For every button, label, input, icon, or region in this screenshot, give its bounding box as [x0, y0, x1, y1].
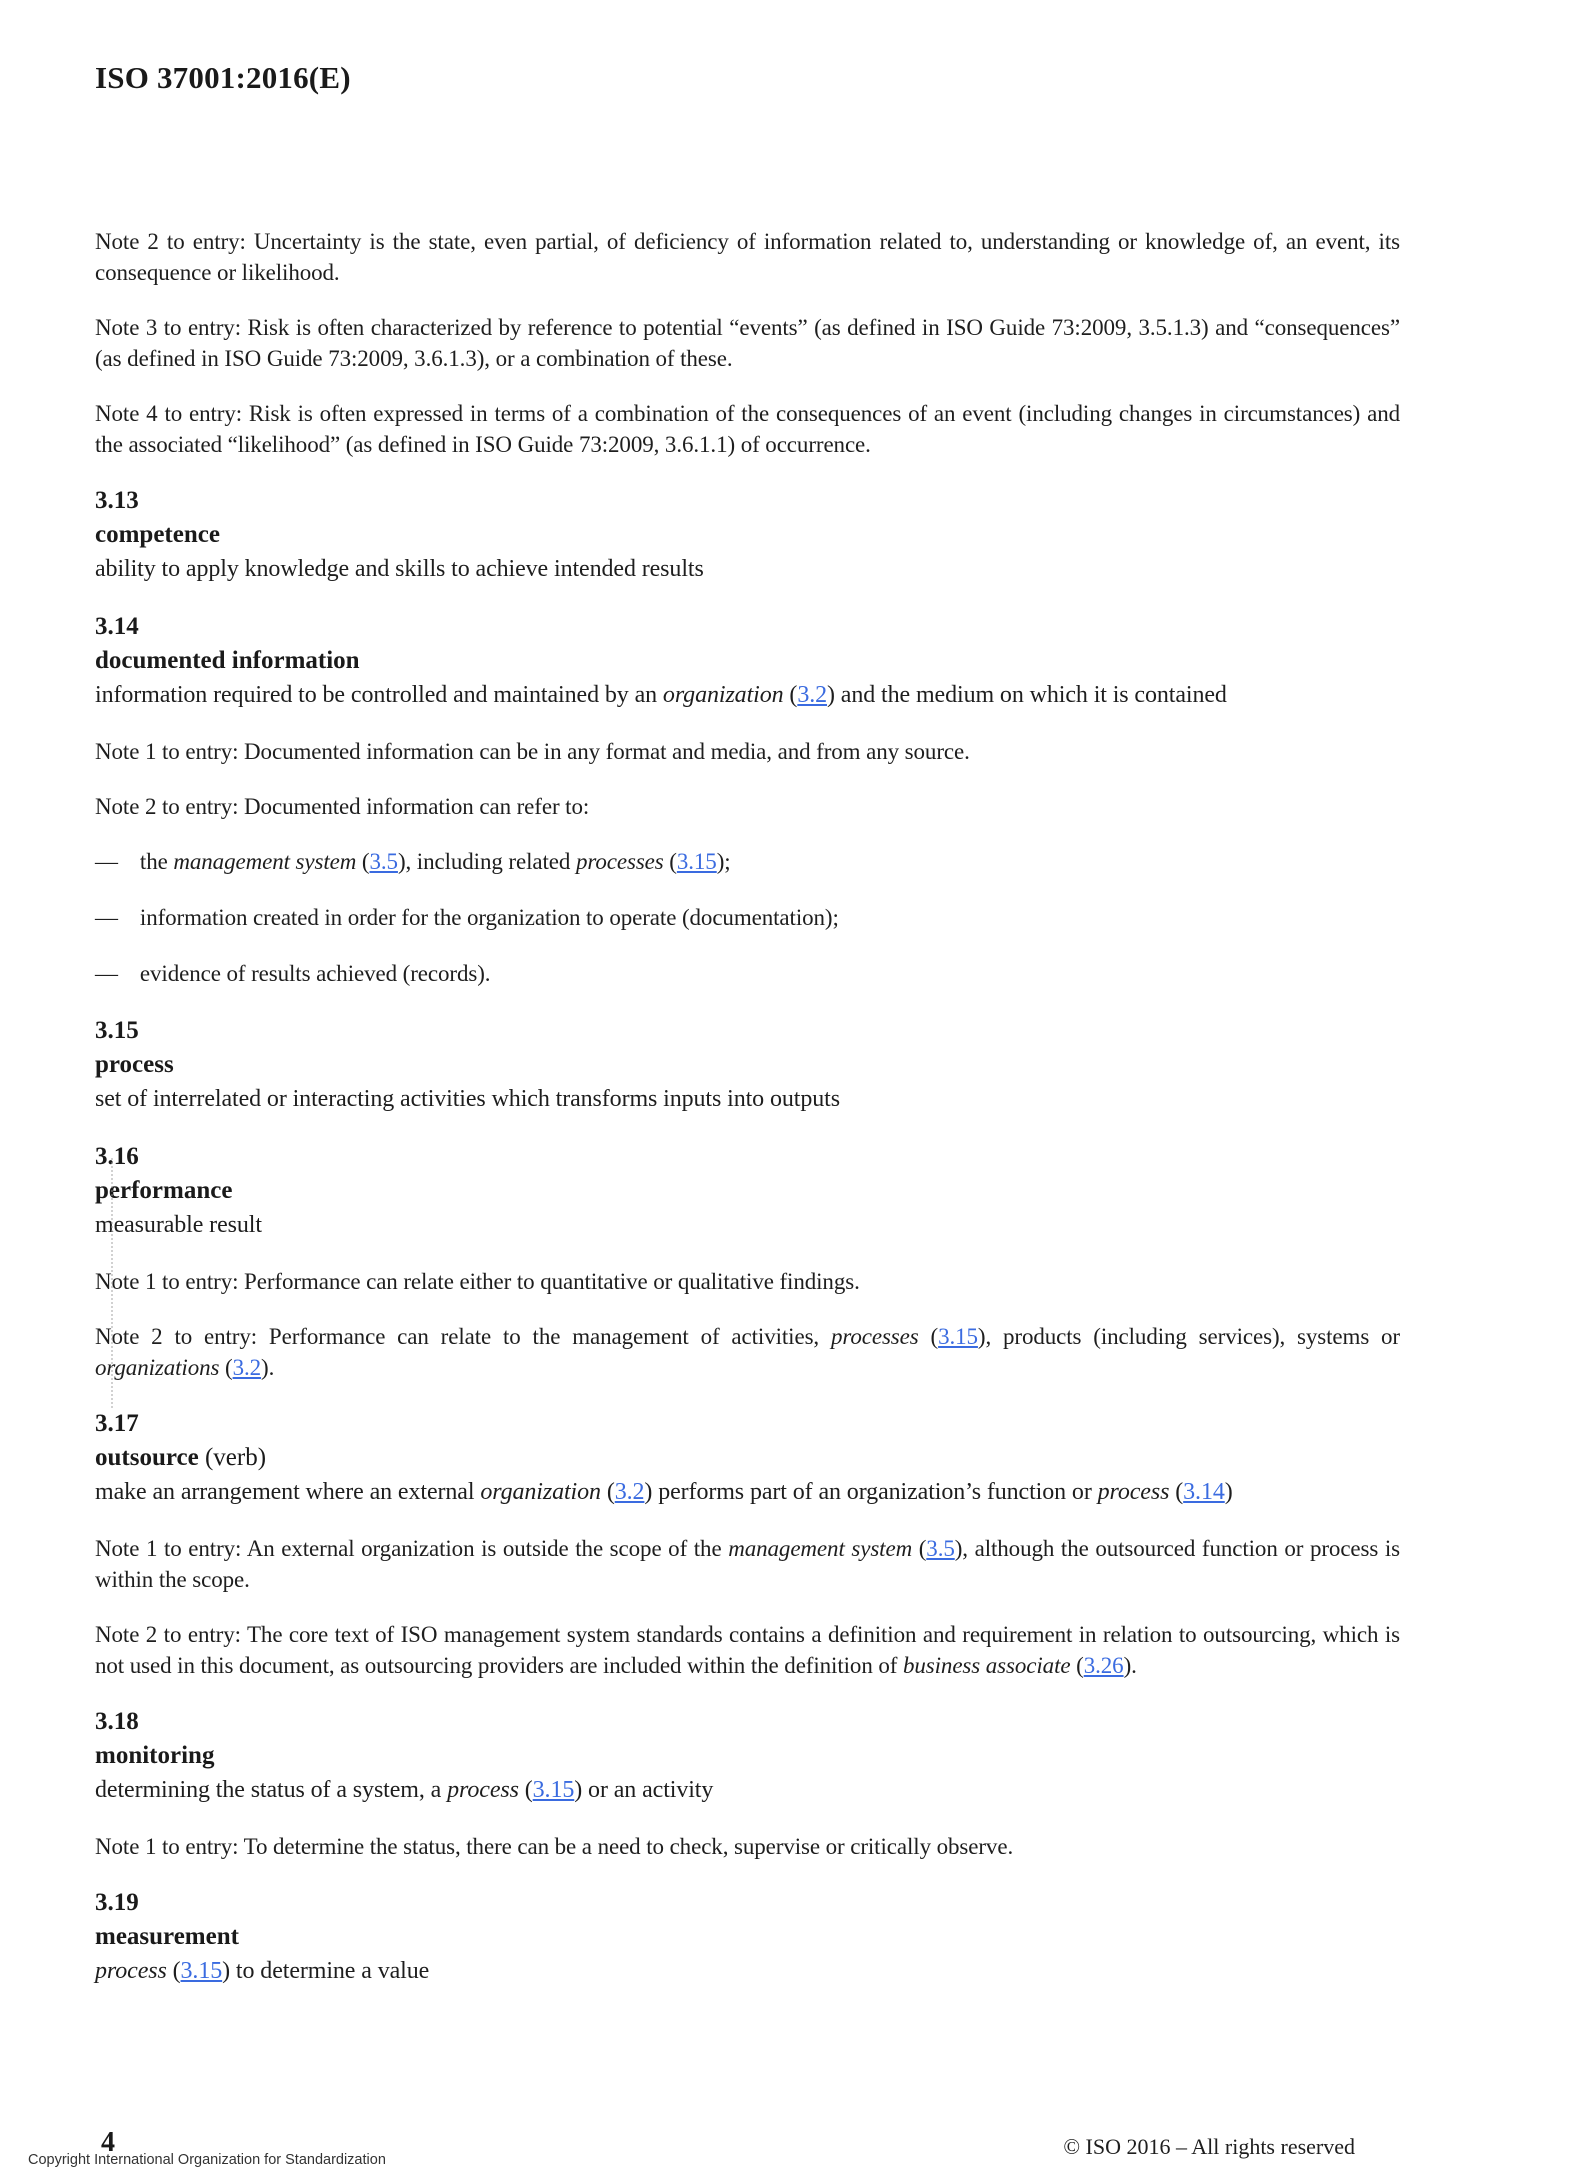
term-entry-3.15 — [95, 1014, 1400, 1116]
italic-term: process — [1097, 1479, 1170, 1505]
cross-reference-link[interactable]: 3.15 — [676, 849, 717, 874]
term-number: 3.16 — [95, 1143, 139, 1170]
term-name — [95, 1920, 1400, 1954]
term-entry-3.16 — [95, 1140, 1400, 1242]
term-number: 3.18 — [95, 1708, 139, 1735]
note-paragraph: Note 2 to entry: Uncertainty is the state, even partial, of deficiency of information related to, understanding or knowledge of, an event, its consequence or likelihood. — [95, 229, 1400, 285]
cross-reference-link[interactable]: 3.15 — [180, 1958, 223, 1984]
note-paragraph: Note 4 to entry: Risk is often expressed in terms of a combination of the consequences of an event (including changes in circumstances) and the associated “likelihood” (as defined in ISO Guide 73:2009, 3.6.1.1) of occurrence. — [95, 401, 1400, 457]
italic-term: organization — [662, 682, 784, 708]
document-header: ISO 37001:2016(E) — [95, 60, 351, 95]
cross-reference-link[interactable]: 3.5 — [369, 849, 398, 874]
term-suffix: (verb) — [198, 1444, 267, 1471]
term-name — [95, 1739, 1400, 1773]
cross-reference-link[interactable]: 3.26 — [1083, 1653, 1124, 1678]
list-item — [95, 902, 1400, 933]
italic-term: processes — [830, 1324, 919, 1349]
term-number: 3.15 — [95, 1017, 139, 1044]
term-title: outsource — [95, 1444, 199, 1471]
term-number: 3.14 — [95, 613, 139, 640]
cross-reference-link[interactable]: 3.14 — [1183, 1479, 1225, 1505]
cross-reference-link[interactable]: 3.15 — [532, 1777, 575, 1803]
term-entry-3.18 — [95, 1705, 1400, 1807]
term-title: documented information — [95, 647, 360, 674]
bullet-dash: — — [95, 849, 118, 874]
term-title: process — [95, 1051, 174, 1078]
scan-artifact-dotted-line — [111, 1158, 113, 1408]
term-entry-3.17 — [95, 1407, 1400, 1509]
term-definition: set of interrelated or interacting activities which transforms inputs into outputs — [95, 1086, 840, 1112]
bullet-text: the management system (3.5), including related processes (3.15); — [139, 849, 731, 874]
term-number: 3.17 — [95, 1410, 139, 1437]
italic-term: processes — [575, 849, 664, 874]
copyright-notice: © ISO 2016 – All rights reserved — [1063, 2134, 1355, 2159]
bullet-text: evidence of results achieved (records). — [139, 961, 491, 986]
italic-term: management system — [173, 849, 357, 874]
cross-reference-link[interactable]: 3.2 — [232, 1355, 262, 1380]
term-definition: measurable result — [95, 1212, 262, 1238]
note-paragraph: Note 1 to entry: An external organization is outside the scope of the management system (3.5), although the outsourced function or process is within the scope. — [95, 1536, 1401, 1592]
term-name — [95, 1441, 1400, 1475]
term-title: competence — [95, 521, 220, 548]
note-paragraph: Note 1 to entry: Performance can relate either to quantitative or qualitative findings. — [95, 1269, 860, 1294]
term-entry-3.19 — [95, 1886, 1400, 1988]
cross-reference-link[interactable]: 3.2 — [614, 1479, 645, 1505]
note-paragraph: Note 3 to entry: Risk is often characterized by reference to potential “events” (as defined in ISO Guide 73:2009, 3.5.1.3) and “consequences” (as defined in ISO Guide 73:2009, 3.6.1.3), or a combination of these. — [95, 315, 1400, 371]
italic-term: management system — [728, 1536, 913, 1561]
term-entry-3.13 — [95, 484, 1400, 586]
term-number: 3.19 — [95, 1889, 139, 1916]
italic-term: organizations — [95, 1355, 220, 1380]
term-title: performance — [95, 1177, 233, 1204]
italic-term: organization — [480, 1479, 601, 1505]
list-item — [95, 958, 1400, 989]
term-title: measurement — [95, 1923, 239, 1950]
italic-term: process — [447, 1777, 519, 1803]
note-paragraph: Note 1 to entry: To determine the status, there can be a need to check, supervise or critically observe. — [95, 1834, 1014, 1859]
list-item — [95, 846, 1400, 877]
note-paragraph: Note 1 to entry: Documented information can be in any format and media, and from any source. — [95, 739, 970, 764]
cross-reference-link[interactable]: 3.5 — [926, 1536, 955, 1561]
italic-term: business associate — [902, 1653, 1071, 1678]
page-number: 4 — [101, 2127, 115, 2158]
bullet-dash: — — [95, 905, 118, 930]
note-paragraph: Note 2 to entry: Performance can relate to the management of activities, processes (3.15), products (including services), systems or organizations (3.2). — [95, 1324, 1400, 1380]
cross-reference-link[interactable]: 3.2 — [797, 682, 828, 708]
note-paragraph: Note 2 to entry: Documented information can refer to: — [95, 794, 590, 819]
term-number: 3.13 — [95, 487, 139, 514]
term-definition: ability to apply knowledge and skills to achieve intended results — [95, 556, 704, 582]
term-definition: information required to be controlled and maintained by an organization (3.2) and the medium on which it is contained — [95, 682, 1227, 708]
cross-reference-link[interactable]: 3.15 — [938, 1324, 978, 1349]
term-definition: determining the status of a system, a process (3.15) or an activity — [95, 1777, 714, 1803]
bullet-dash: — — [95, 961, 118, 986]
italic-term: process — [95, 1958, 167, 1984]
document-body — [95, 226, 1400, 2012]
term-name — [95, 518, 1400, 552]
copyright-watermark: Copyright International Organization for Standardization — [28, 2152, 386, 2168]
bullet-text: information created in order for the organization to operate (documentation); — [139, 905, 839, 930]
term-title: monitoring — [95, 1742, 215, 1769]
term-definition: process (3.15) to determine a value — [95, 1958, 430, 1984]
term-name — [95, 644, 1400, 678]
term-entry-3.14 — [95, 610, 1400, 712]
term-name — [95, 1174, 1400, 1208]
term-name — [95, 1048, 1400, 1082]
term-definition: make an arrangement where an external organization (3.2) performs part of an organization’s function or process (3.14) — [95, 1479, 1233, 1505]
note-paragraph: Note 2 to entry: The core text of ISO management system standards contains a definition and requirement in relation to outsourcing, which is not used in this document, as outsourcing providers are included within the definition of business associate (3.26). — [95, 1622, 1400, 1678]
